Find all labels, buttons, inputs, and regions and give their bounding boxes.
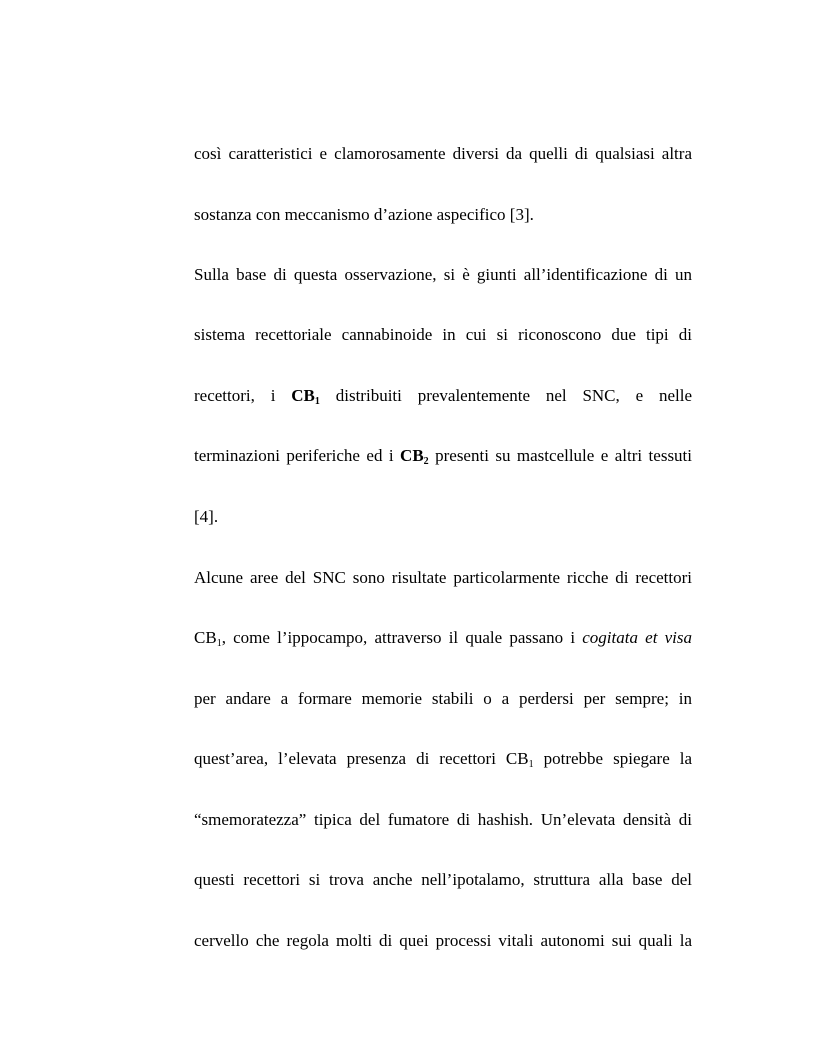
text-line: per andare a formare memorie stabili o a perdersi per sempre; in xyxy=(194,689,692,708)
text-line: Sulla base di questa osservazione, si è giunti all’identificazione di un xyxy=(194,265,692,284)
text-span: distribuiti prevalentemente nel SNC, e nelle xyxy=(335,386,693,405)
text-line: così caratteristici e clamorosamente diversi da quelli di qualsiasi altra xyxy=(194,144,692,163)
text-line xyxy=(194,386,692,406)
italic-phrase: cogitata et visa xyxy=(582,628,692,647)
cb1-term: $CB_1$ xyxy=(291,386,320,407)
text-span: presenti su mastcellule e altri tessuti xyxy=(435,446,692,465)
text-line: cervello che regola molti di quei processi vitali autonomi sui quali la xyxy=(194,931,692,950)
text-line: sostanza con meccanismo d’azione aspecifico [3]. xyxy=(194,205,534,224)
cb2-term: $CB_2$ xyxy=(400,446,429,467)
text-line xyxy=(194,446,692,466)
text-line: quest’area, l’elevata presenza di recettori $CB_1$ potrebbe spiegare la xyxy=(194,749,693,770)
text-line: “smemoratezza” tipica del fumatore di hashish. Un’elevata densità di xyxy=(194,810,692,829)
text-span: terminazioni periferiche ed i xyxy=(194,446,394,465)
text-line: $CB_1$, come l’ippocampo, attraverso il quale passano i cogitata et visa xyxy=(194,628,692,649)
text-line: [4]. xyxy=(194,507,219,526)
text-line: Alcune aree del SNC sono risultate particolarmente ricche di recettori xyxy=(194,568,692,587)
text-line: questi recettori si trova anche nell’ipotalamo, struttura alla base del xyxy=(194,870,692,889)
text-line: sistema recettoriale cannabinoide in cui si riconoscono due tipi di xyxy=(194,325,692,344)
text-span: recettori, i xyxy=(194,386,276,405)
